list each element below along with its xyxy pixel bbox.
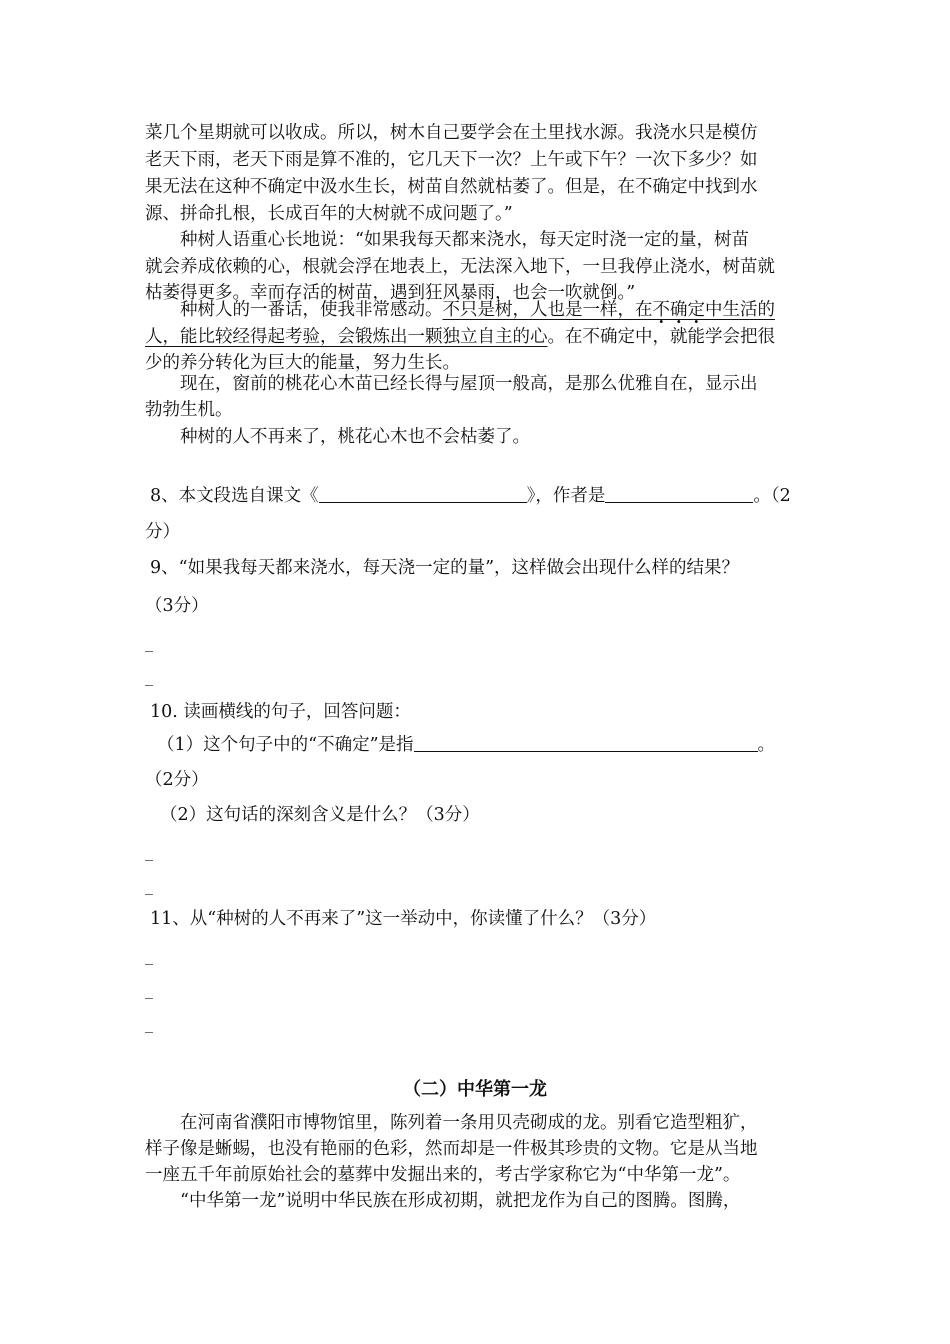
question-text: 。 bbox=[757, 735, 776, 755]
passage-line: 一座五千年前原始社会的墓葬中发掘出来的，考古学家称它为“中华第一龙”。 bbox=[145, 1165, 741, 1185]
question-text: （1）这个句子中的“不确定”是指 bbox=[157, 735, 414, 755]
passage-line bbox=[145, 325, 775, 349]
underlined-sentence: 人，能比较经得起考验，会锻炼出一颗独立自主的心 bbox=[145, 327, 548, 347]
question-10-2: （2）这句话的深刻含义是什么？（3分） bbox=[160, 805, 480, 825]
passage-line: 老天下雨，老天下雨是算不准的，它几天下一次？上午或下午？一次下多少？如 bbox=[145, 150, 758, 170]
answer-line[interactable]: _ bbox=[145, 633, 153, 652]
answer-line[interactable]: _ bbox=[145, 1014, 153, 1033]
answer-line[interactable]: _ bbox=[145, 876, 153, 895]
question-text: 》，作者是 bbox=[526, 486, 606, 506]
passage-line bbox=[180, 298, 775, 322]
question-10-1-score: （2分） bbox=[145, 770, 209, 790]
answer-blank[interactable] bbox=[319, 484, 527, 503]
question-text: 。（2 bbox=[753, 486, 791, 506]
answer-blank[interactable] bbox=[605, 484, 753, 503]
passage-line: 勃勃生机。 bbox=[145, 400, 233, 420]
emphasis-dot-char: 不 bbox=[652, 300, 670, 320]
answer-line[interactable]: _ bbox=[145, 980, 153, 999]
answer-line[interactable]: _ bbox=[145, 667, 153, 686]
passage-line: 种树的人不再来了，桃花心木也不会枯萎了。 bbox=[180, 427, 530, 447]
answer-blank[interactable] bbox=[414, 733, 758, 752]
question-text: 8、本文段选自课文《 bbox=[150, 486, 319, 506]
emphasis-dot-char: 确 bbox=[670, 300, 688, 320]
answer-line[interactable]: _ bbox=[145, 842, 153, 861]
underlined-text: 中生活的 bbox=[705, 300, 775, 320]
passage-line: 源、拼命扎根，长成百年的大树就不成问题了。” bbox=[145, 204, 513, 224]
question-9-score: （3分） bbox=[145, 596, 209, 616]
question-10-1 bbox=[157, 733, 775, 757]
question-9: 9、“如果我每天都来浇水，每天浇一定的量”，这样做会出现什么样的结果？ bbox=[150, 558, 740, 578]
passage-line: 种树人语重心长地说：“如果我每天都来浇水，每天定时浇一定的量，树苗 bbox=[180, 230, 749, 250]
passage-line: 枯萎得更多。幸而存活的树苗，遇到狂风暴雨，也会一吹就倒。” bbox=[145, 283, 636, 303]
question-8-cont: 分） bbox=[145, 522, 180, 542]
emphasis-dot-char: 定 bbox=[687, 300, 705, 320]
passage-line: “中华第一龙”说明中华民族在形成初期，就把龙作为自己的图腾。图腾， bbox=[180, 1191, 741, 1211]
passage-line: 就会养成依赖的心，根就会浮在地表上，无法深入地下，一旦我停止浇水，树苗就 bbox=[145, 257, 775, 277]
passage-line: 样子像是蜥蜴，也没有艳丽的色彩，然而却是一件极其珍贵的文物。它是从当地 bbox=[145, 1139, 758, 1159]
underlined-sentence bbox=[443, 300, 776, 320]
question-11: 11、从“种树的人不再来了”这一举动中，你读懂了什么？（3分） bbox=[150, 909, 657, 929]
underlined-text: 不只是树，人也是一样，在 bbox=[442, 300, 653, 320]
passage-line: 少的养分转化为巨大的能量，努力生长。 bbox=[145, 353, 460, 373]
passage-line: 菜几个星期就可以收成。所以，树木自己要学会在土里找水源。我浇水只是模仿 bbox=[145, 123, 758, 143]
question-8 bbox=[150, 484, 791, 508]
answer-line[interactable]: _ bbox=[145, 946, 153, 965]
plain-text: 。在不确定中，就能学会把很 bbox=[547, 327, 775, 347]
passage-line: 果无法在这种不确定中汲水生长，树苗自然就枯萎了。但是，在不确定中找到水 bbox=[145, 177, 758, 197]
section-title: （二）中华第一龙 bbox=[403, 1079, 547, 1100]
plain-text: 种树人的一番话，使我非常感动。 bbox=[180, 300, 443, 320]
passage-line: 在河南省濮阳市博物馆里，陈列着一条用贝壳砌成的龙。别看它造型粗犷， bbox=[180, 1113, 758, 1133]
question-10: 10. 读画横线的句子，回答问题： bbox=[150, 702, 411, 722]
passage-line: 现在，窗前的桃花心木苗已经长得与屋顶一般高，是那么优雅自在，显示出 bbox=[180, 374, 758, 394]
